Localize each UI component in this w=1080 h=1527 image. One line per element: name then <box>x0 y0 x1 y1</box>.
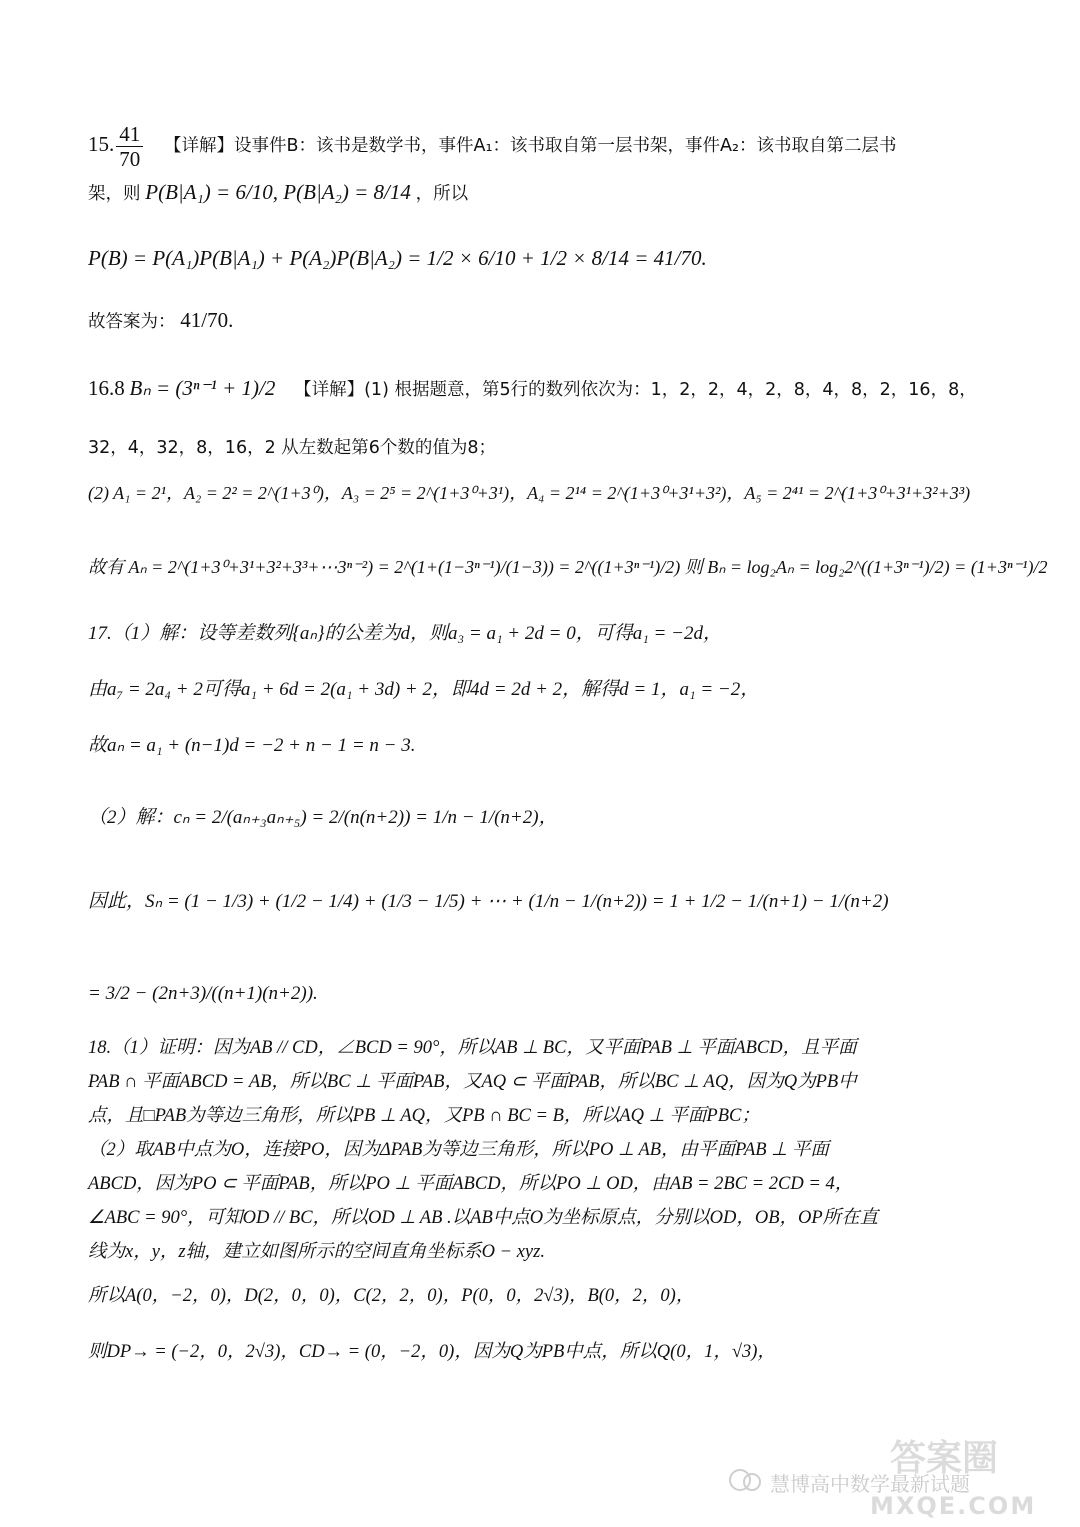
q18-line-6 <box>88 1208 878 1228</box>
q15-line2-suffix: ，所以 <box>415 184 469 204</box>
q18-line-2 <box>88 1072 857 1092</box>
q18-line-9 <box>88 1342 776 1362</box>
q18-line8-text: 所以A(0，−2，0)，D(2，0，0)，C(2，2，0)，P(0，0，2√3)，B(0，2，0)， <box>88 1286 695 1306</box>
q17-line-4 <box>88 808 558 827</box>
q15-line-2 <box>88 182 468 204</box>
q15-answer-numerator: 41 <box>116 122 143 147</box>
q17-line-6 <box>88 984 318 1003</box>
q15-line2-math: P(B|A₁) = 6/10, P(B|A₂) = 8/14 <box>145 180 411 204</box>
q17-line3-text: 故aₙ = a₁ + (n−1)d = −2 + n − 1 = n − 3. <box>88 735 416 756</box>
q18-line9-text: 则DP→ = (−2，0，2√3)，CD→ = (0，−2，0)，因为Q为PB中点，所以Q(0，1，√3)， <box>88 1342 776 1362</box>
q17-line6-text: = 3/2 − (2n+3)/((n+1)(n+2)). <box>88 983 318 1004</box>
q15-answer-fraction <box>116 122 143 171</box>
watermark <box>720 1430 1050 1520</box>
q17-line-2 <box>88 680 759 699</box>
q16-line3-text: (2) A₁ = 2¹，A₂ = 2² = 2^(1+3⁰)，A₃ = 2⁵ = 2^(1+3⁰+3¹)，A₄ = 2¹⁴ = 2^(1+3⁰+3¹+3²)，A₅ = 2⁴¹ = 2^(1+3⁰+3¹+3²+3³) <box>88 483 971 503</box>
q17-line-5 <box>88 892 889 911</box>
q15-line2-prefix: 架，则 <box>88 184 141 204</box>
q17-line2-text: 由a₇ = 2a₄ + 2可得a₁ + 6d = 2(a₁ + 3d) + 2，即4d = 2d + 2，解得d = 1，a₁ = −2， <box>88 679 760 700</box>
q16-line1-text: (1) 根据题意，第5行的数列依次为：1，2，2，4，2，8，4，8，2，16，8， <box>364 380 977 400</box>
q18-line7-text: 线为x，y，z轴，建立如图所示的空间直角坐标系O − xyz. <box>88 1242 545 1262</box>
q15-line1-text: 设事件B：该书是数学书，事件A₁：该书取自第一层书架，事件A₂：该书取自第二层书 <box>234 136 897 156</box>
q16-line2-text: 32，4，32，8，16，2 从左数起第6个数的值为8； <box>88 438 497 458</box>
q18-line-3 <box>88 1106 760 1126</box>
q17-line1-text: 17.（1）解：设等差数列{aₙ}的公差为d，则a₃ = a₁ + 2d = 0，可得a₁ = −2d， <box>88 623 722 644</box>
q18-line5-text: ABCD，因为PO ⊂ 平面PAB，所以PO ⊥ 平面ABCD，所以PO ⊥ OD，由AB = 2BC = 2CD = 4， <box>88 1174 854 1194</box>
q18-line2-text: PAB ∩ 平面ABCD = AB，所以BC ⊥ 平面PAB，又AQ ⊂ 平面PAB，所以BC ⊥ AQ，因为Q为PB中 <box>88 1072 857 1092</box>
watermark-text: 慧博高中数学最新试题 <box>770 1472 970 1496</box>
q17-line4-text: （2）解：cₙ = 2/(aₙ₊₃aₙ₊₅) = 2/(n(n+2)) = 1/n − 1/(n+2)， <box>88 807 558 828</box>
q18-line-7 <box>88 1242 545 1262</box>
q18-line6-text: ∠ABC = 90°，可知OD // BC，所以OD ⊥ AB .以AB中点O为坐标原点，分别以OD，OB，OP所在直 <box>88 1208 879 1228</box>
q17-line-1 <box>88 624 722 643</box>
q18-line-5 <box>88 1174 853 1194</box>
q15-line-4 <box>88 310 233 332</box>
q18-line3-text: 点，且□PAB为等边三角形，所以PB ⊥ AQ，又PB ∩ BC = B，所以AQ ⊥ 平面PBC； <box>88 1106 760 1126</box>
q18-line-1 <box>88 1038 857 1058</box>
q15-number: 15. <box>88 132 115 156</box>
q17-line5-text: 因此，Sₙ = (1 − 1/3) + (1/2 − 1/4) + (1/3 − 1/5) + ⋯ + (1/n − 1/(n+2)) = 1 + 1/2 − 1/(n+1) − 1/(n+2) <box>88 891 889 912</box>
q15-line-1 <box>88 122 896 171</box>
q16-line-3 <box>88 484 970 503</box>
watermark-site: MXQE.COM <box>870 1492 1037 1520</box>
q16-line4-text: 故有 Aₙ = 2^(1+3⁰+3¹+3²+3³+⋯3ⁿ⁻²) = 2^(1+(1−3ⁿ⁻¹)/(1−3)) = 2^((1+3ⁿ⁻¹)/2) 则 Bₙ = log₂Aₙ = log₂2^((1+3ⁿ⁻¹)/2) = (1+3ⁿ⁻¹)/2 <box>88 557 1048 577</box>
q18-line4-text: （2）取AB中点为O，连接PO，因为ΔPAB为等边三角形，所以PO ⊥ AB，由平面PAB ⊥ 平面 <box>88 1140 829 1160</box>
q15-tag: 【详解】 <box>164 136 234 156</box>
q16-formula: Bₙ = (3ⁿ⁻¹ + 1)/2 <box>129 376 276 400</box>
q15-line3-math: P(B) = P(A₁)P(B|A₁) + P(A₂)P(B|A₂) = 1/2 × 6/10 + 1/2 × 8/14 = 41/70. <box>88 246 707 270</box>
q16-line-1 <box>88 378 977 400</box>
q15-line4-prefix: 故答案为： <box>88 312 176 332</box>
q15-line4-answer: 41/70. <box>180 308 234 332</box>
q15-line-3 <box>88 248 707 269</box>
q16-line-2 <box>88 438 496 458</box>
q18-line-4 <box>88 1140 829 1160</box>
q16-line-4 <box>88 558 1048 577</box>
q18-line-8 <box>88 1286 694 1306</box>
watermark-brand: 答案圈 <box>890 1438 999 1479</box>
q15-answer-denominator: 70 <box>119 147 141 172</box>
q16-number: 16.8 <box>88 376 125 400</box>
q16-tag: 【详解】 <box>294 380 365 400</box>
q17-line-3 <box>88 736 415 755</box>
q18-line1-text: 18.（1）证明：因为AB // CD，∠BCD = 90°，所以AB ⊥ BC，又平面PAB ⊥ 平面ABCD，且平面 <box>88 1038 857 1058</box>
